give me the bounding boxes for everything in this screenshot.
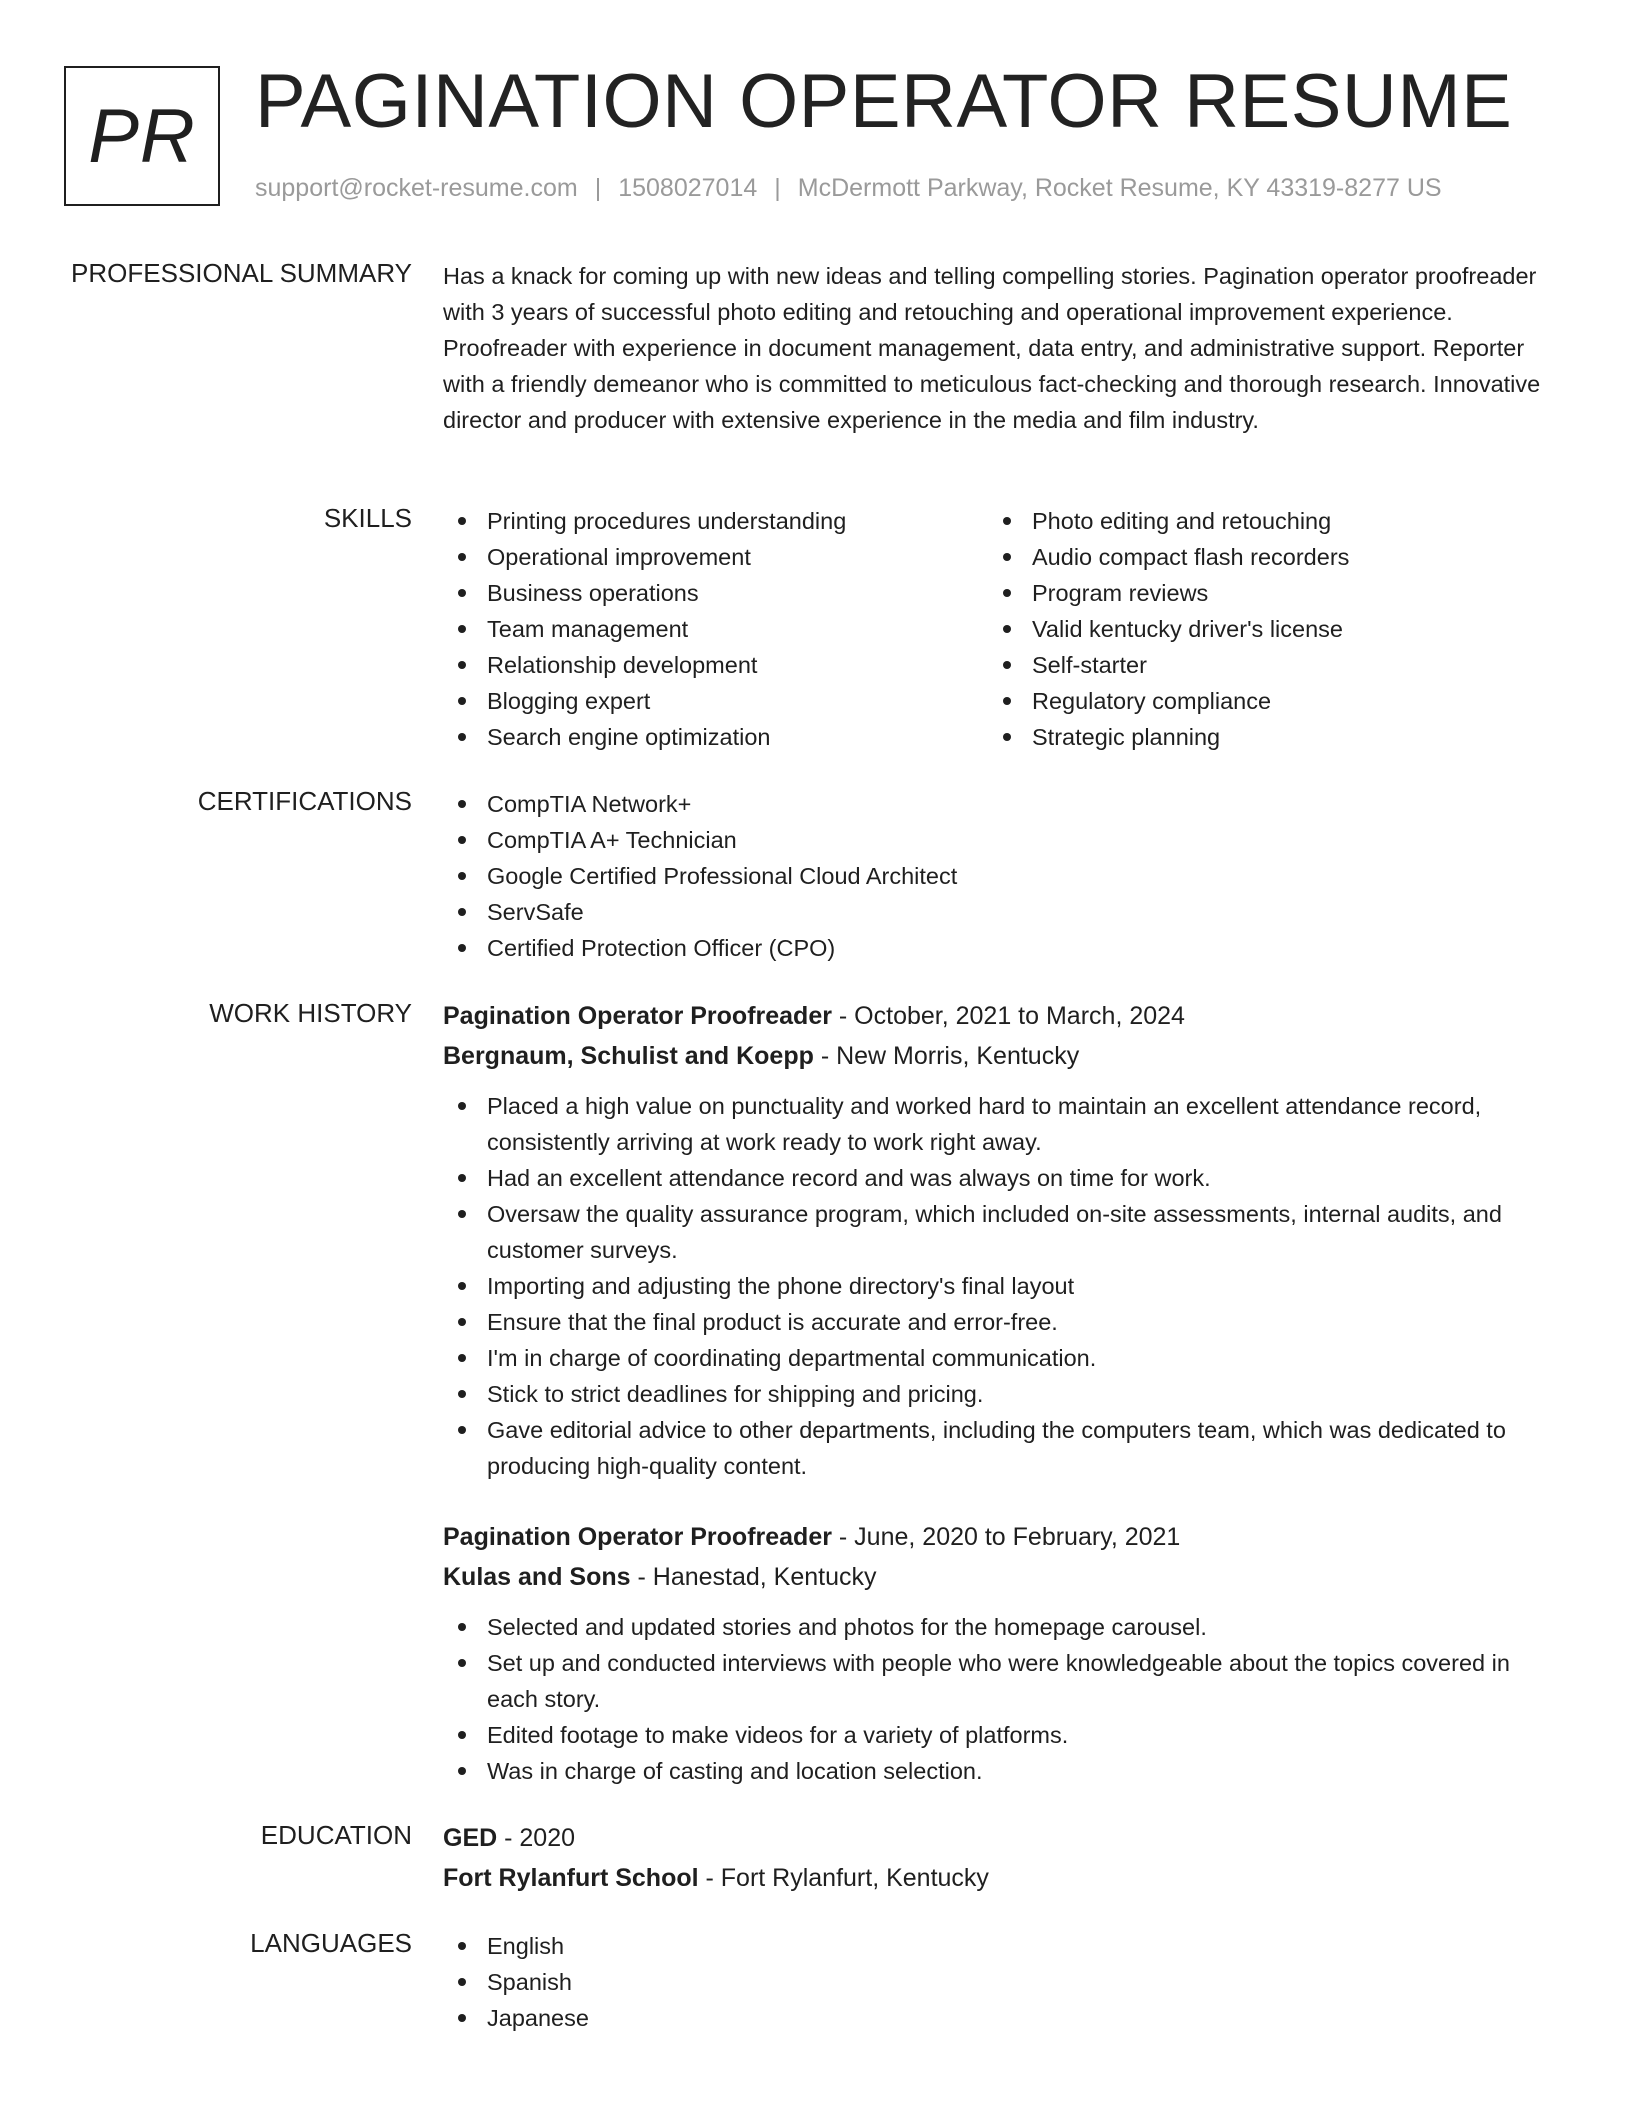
contact-separator: | — [594, 174, 602, 202]
job-duty: Importing and adjusting the phone directory's final layout — [443, 1268, 1553, 1304]
education-school: Fort Rylanfurt School — [443, 1864, 699, 1892]
job-duty: Selected and updated stories and photos for the homepage carousel. — [443, 1609, 1553, 1645]
skill-item: Relationship development — [443, 647, 988, 683]
education-degree-line — [443, 1818, 1553, 1858]
skill-item: Blogging expert — [443, 683, 988, 719]
contact-line — [255, 174, 1442, 203]
skill-item: Photo editing and retouching — [988, 503, 1533, 539]
education-location: - Fort Rylanfurt, Kentucky — [698, 1864, 989, 1892]
section-heading: EDUCATION — [260, 1820, 412, 1850]
skill-item: Business operations — [443, 575, 988, 611]
job-company-line — [443, 1036, 1553, 1076]
job-title: Pagination Operator Proofreader — [443, 1002, 832, 1030]
job-duty: Stick to strict deadlines for shipping and pricing. — [443, 1376, 1553, 1412]
contact-separator: | — [774, 174, 781, 202]
job-duty: Gave editorial advice to other departments, including the computers team, which was dedicated to producing high-quality content. — [443, 1412, 1553, 1484]
certification-item: CompTIA Network+ — [443, 786, 1553, 822]
skill-item: Program reviews — [988, 575, 1533, 611]
skill-item: Operational improvement — [443, 539, 988, 575]
job-dates: - June, 2020 to February, 2021 — [831, 1523, 1181, 1551]
language-item: English — [443, 1928, 1553, 1964]
job-company: Bergnaum, Schulist and Koepp — [443, 1042, 814, 1070]
job-title: Pagination Operator Proofreader — [443, 1523, 832, 1551]
monogram-initials: PR — [88, 93, 196, 179]
job-location: - New Morris, Kentucky — [813, 1042, 1080, 1070]
job-duty: Oversaw the quality assurance program, which included on-site assessments, internal audits, and customer surveys. — [443, 1196, 1553, 1268]
monogram-badge — [64, 66, 220, 206]
job-duties-list — [443, 1088, 1553, 1484]
job-title-line — [443, 996, 1553, 1036]
section-heading: PROFESSIONAL SUMMARY — [71, 258, 412, 288]
job-duty: I'm in charge of coordinating departmental communication. — [443, 1340, 1553, 1376]
education-degree: GED — [443, 1824, 498, 1852]
resume-title: PAGINATION OPERATOR RESUME — [255, 59, 1513, 144]
section-heading: CERTIFICATIONS — [197, 786, 412, 816]
skill-item: Regulatory compliance — [988, 683, 1533, 719]
section-heading: SKILLS — [323, 503, 412, 533]
certification-item: Certified Protection Officer (CPO) — [443, 930, 1553, 966]
languages-list — [443, 1928, 1553, 2036]
skills-list-left — [443, 503, 988, 755]
section-heading: LANGUAGES — [250, 1928, 412, 1958]
education-year: - 2020 — [497, 1824, 576, 1852]
education-school-line — [443, 1858, 1553, 1898]
skill-item: Search engine optimization — [443, 719, 988, 755]
skill-item: Audio compact flash recorders — [988, 539, 1533, 575]
skill-item: Self-starter — [988, 647, 1533, 683]
job-dates: - October, 2021 to March, 2024 — [831, 1002, 1185, 1030]
job-duty: Ensure that the final product is accurate and error-free. — [443, 1304, 1553, 1340]
language-item: Japanese — [443, 2000, 1553, 2036]
job-location: - Hanestad, Kentucky — [630, 1563, 877, 1591]
job-company: Kulas and Sons — [443, 1563, 631, 1591]
skill-item: Printing procedures understanding — [443, 503, 988, 539]
job-company-line — [443, 1557, 1553, 1597]
section-heading: WORK HISTORY — [209, 998, 412, 1028]
summary-text: Has a knack for coming up with new ideas and telling compelling stories. Pagination operator proofreader with 3 years of successful photo editing and retouching and operational improvement experience. Proofreader with experience in document management, data entry, and administrative support. Reporter with a friendly demeanor who is committed to meticulous fact-checking and thorough research. Innovative director and producer with extensive experience in the media and film industry. — [443, 263, 1541, 433]
contact-address: McDermott Parkway, Rocket Resume, KY 43319-8277 US — [797, 174, 1442, 202]
job-duties-list — [443, 1609, 1553, 1789]
certification-item: ServSafe — [443, 894, 1553, 930]
contact-phone[interactable]: 1508027014 — [618, 174, 758, 202]
language-item: Spanish — [443, 1964, 1553, 2000]
job-duty: Placed a high value on punctuality and worked hard to maintain an excellent attendance record, consistently arriving at work ready to work right away. — [443, 1088, 1553, 1160]
job-title-line — [443, 1517, 1553, 1557]
skill-item: Valid kentucky driver's license — [988, 611, 1533, 647]
job-duty: Edited footage to make videos for a variety of platforms. — [443, 1717, 1553, 1753]
certification-item: CompTIA A+ Technician — [443, 822, 1553, 858]
certifications-list — [443, 786, 1553, 966]
job-duty: Was in charge of casting and location selection. — [443, 1753, 1553, 1789]
skills-list-right — [988, 503, 1533, 755]
job-duty: Had an excellent attendance record and was always on time for work. — [443, 1160, 1553, 1196]
certification-item: Google Certified Professional Cloud Architect — [443, 858, 1553, 894]
skill-item: Team management — [443, 611, 988, 647]
contact-email[interactable]: support@rocket-resume.com — [255, 174, 578, 202]
skill-item: Strategic planning — [988, 719, 1533, 755]
job-entry — [443, 996, 1553, 1484]
job-entry — [443, 1517, 1553, 1789]
job-duty: Set up and conducted interviews with people who were knowledgeable about the topics covered in each story. — [443, 1645, 1553, 1717]
